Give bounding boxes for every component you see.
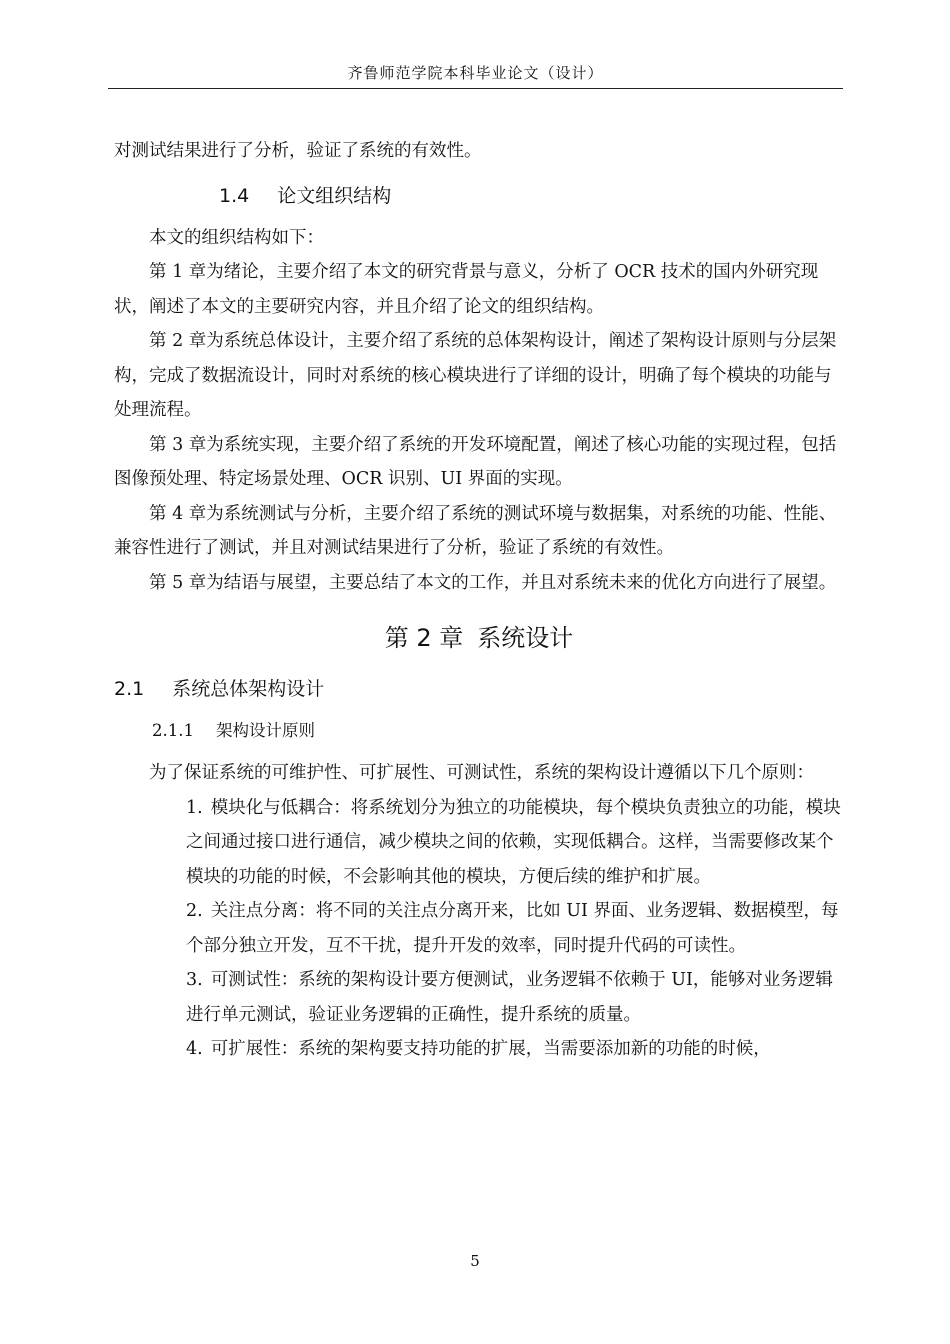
principles-list: [114, 791, 844, 1067]
list-item: [186, 963, 844, 1032]
paragraph: 第 4 章为系统测试与分析，主要介绍了系统的测试环境与数据集，对系统的功能、性能、兼容性进行了测试，并且对测试结果进行了分析，验证了系统的有效性。: [114, 503, 837, 558]
paragraph: 第 3 章为系统实现，主要介绍了系统的开发环境配置，阐述了核心功能的实现过程，包括图像预处理、特定场景处理、OCR 识别、UI 界面的实现。: [114, 434, 837, 489]
list-item-text: 可扩展性：系统的架构要支持功能的扩展，当需要添加新的功能的时候，: [210, 1039, 771, 1059]
page-body: [114, 134, 844, 1067]
list-item-text: 关注点分离：将不同的关注点分离开来，比如 UI 界面、业务逻辑、数据模型，每个部分独立开发，互不干扰，提升开发的效率，同时提升代码的可读性。: [186, 901, 839, 956]
section-number: 1.4: [219, 184, 250, 207]
subsection-title: 架构设计原则: [215, 721, 315, 740]
paragraph: 为了保证系统的可维护性、可扩展性、可测试性，系统的架构设计遵循以下几个原则：: [149, 763, 814, 783]
chapter-heading: [114, 618, 844, 658]
list-item: [186, 894, 844, 963]
list-item-number: 2.: [186, 901, 203, 921]
section-heading-1-4: [114, 179, 844, 213]
section-title: 系统总体架构设计: [172, 678, 325, 700]
section-heading-2-1: [114, 672, 844, 706]
subsection-heading-2-1-1: [114, 714, 844, 748]
page-header: [108, 62, 843, 89]
header-title: 齐鲁师范学院本科毕业论文（设计）: [347, 64, 604, 82]
list-item: [186, 1032, 844, 1067]
paragraph: 第 1 章为绪论，主要介绍了本文的研究背景与意义，分析了 OCR 技术的国内外研究现状，阐述了本文的主要研究内容，并且介绍了论文的组织结构。: [114, 262, 819, 317]
paragraph: 第 2 章为系统总体设计，主要介绍了系统的总体架构设计，阐述了架构设计原则与分层架构，完成了数据流设计，同时对系统的核心模块进行了详细的设计，明确了每个模块的功能与处理流程。: [114, 331, 837, 420]
paragraph: 本文的组织结构如下：: [149, 227, 324, 248]
list-item-text: 模块化与低耦合：将系统划分为独立的功能模块，每个模块负责独立的功能，模块之间通过接口进行通信，减少模块之间的依赖，实现低耦合。这样，当需要修改某个模块的功能的时候，不会影响其他的模块，方便后续的维护和扩展。: [186, 797, 841, 887]
paragraph: 对测试结果进行了分析，验证了系统的有效性。: [114, 141, 482, 161]
chapter-number: 第 2 章: [384, 624, 464, 652]
paragraph: 第 5 章为结语与展望，主要总结了本文的工作，并且对系统未来的优化方向进行了展望。: [149, 572, 837, 593]
page-number: 5: [470, 1252, 480, 1270]
list-item-number: 4.: [186, 1039, 203, 1059]
section-title: 论文组织结构: [277, 184, 392, 207]
list-item-number: 1.: [186, 797, 203, 818]
list-item: [186, 791, 844, 895]
subsection-number: 2.1.1: [152, 721, 194, 740]
section-number: 2.1: [114, 678, 145, 700]
list-item-number: 3.: [186, 970, 203, 990]
list-item-text: 可测试性：系统的架构设计要方便测试，业务逻辑不依赖于 UI，能够对业务逻辑进行单元测试，验证业务逻辑的正确性，提升系统的质量。: [186, 970, 833, 1025]
chapter-title: 系统设计: [477, 624, 574, 652]
